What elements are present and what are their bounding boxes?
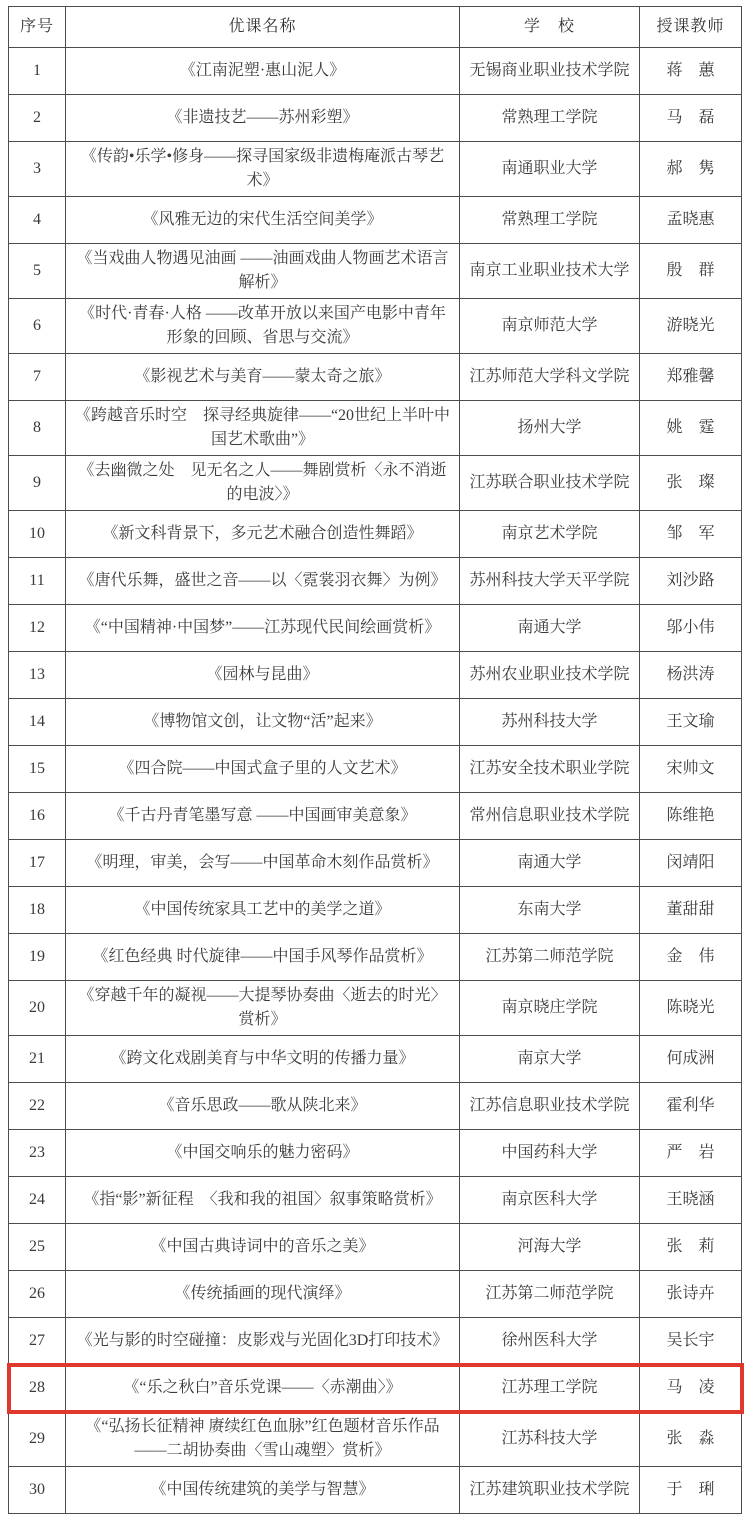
cell-course-name: 《非遗技艺——苏州彩塑》 xyxy=(66,95,460,142)
cell-school: 江苏联合职业技术学院 xyxy=(460,456,640,511)
cell-course-name: 《跨越音乐时空 探寻经典旋律——“20世纪上半叶中国艺术歌曲”》 xyxy=(66,401,460,456)
cell-teacher: 金 伟 xyxy=(640,934,742,981)
table-row xyxy=(9,401,742,456)
cell-course-name: 《当戏曲人物遇见油画 ——油画戏曲人物画艺术语言解析》 xyxy=(66,244,460,299)
cell-index: 22 xyxy=(9,1083,66,1130)
cell-index: 2 xyxy=(9,95,66,142)
cell-school: 南京工业职业技术大学 xyxy=(460,244,640,299)
table-row-highlighted xyxy=(9,1365,742,1412)
table-row xyxy=(9,746,742,793)
cell-school: 徐州医科大学 xyxy=(460,1318,640,1365)
cell-index: 19 xyxy=(9,934,66,981)
cell-teacher: 邬小伟 xyxy=(640,605,742,652)
cell-index: 24 xyxy=(9,1177,66,1224)
cell-teacher: 霍利华 xyxy=(640,1083,742,1130)
cell-index: 17 xyxy=(9,840,66,887)
cell-index: 29 xyxy=(9,1412,66,1467)
table-row xyxy=(9,1083,742,1130)
table-row xyxy=(9,605,742,652)
cell-school: 南通大学 xyxy=(460,840,640,887)
cell-course-name: 《影视艺术与美育——蒙太奇之旅》 xyxy=(66,354,460,401)
cell-course-name: 《江南泥塑·惠山泥人》 xyxy=(66,48,460,95)
header-teacher: 授课教师 xyxy=(640,7,742,48)
cell-teacher: 严 岩 xyxy=(640,1130,742,1177)
table-row xyxy=(9,934,742,981)
cell-index: 6 xyxy=(9,299,66,354)
cell-course-name: 《去幽微之处 见无名之人——舞剧赏析〈永不消逝的电波〉》 xyxy=(66,456,460,511)
cell-teacher: 杨洪涛 xyxy=(640,652,742,699)
cell-school: 中国药科大学 xyxy=(460,1130,640,1177)
cell-course-name: 《穿越千年的凝视——大提琴协奏曲〈逝去的时光〉赏析》 xyxy=(66,981,460,1036)
cell-teacher: 何成洲 xyxy=(640,1036,742,1083)
table-row xyxy=(9,244,742,299)
cell-teacher: 王晓涵 xyxy=(640,1177,742,1224)
cell-school: 扬州大学 xyxy=(460,401,640,456)
cell-school: 东南大学 xyxy=(460,887,640,934)
table-row xyxy=(9,840,742,887)
cell-school: 河海大学 xyxy=(460,1224,640,1271)
cell-index: 13 xyxy=(9,652,66,699)
cell-teacher: 张 璨 xyxy=(640,456,742,511)
table-row xyxy=(9,142,742,197)
cell-teacher: 宋帅文 xyxy=(640,746,742,793)
cell-course-name: 《光与影的时空碰撞：皮影戏与光固化3D打印技术》 xyxy=(66,1318,460,1365)
cell-teacher: 吴长宇 xyxy=(640,1318,742,1365)
cell-school: 苏州科技大学 xyxy=(460,699,640,746)
cell-school: 江苏信息职业技术学院 xyxy=(460,1083,640,1130)
table-header xyxy=(9,7,742,48)
cell-school: 南通大学 xyxy=(460,605,640,652)
cell-school: 常熟理工学院 xyxy=(460,197,640,244)
cell-course-name: 《中国传统建筑的美学与智慧》 xyxy=(66,1467,460,1514)
cell-index: 18 xyxy=(9,887,66,934)
table-row xyxy=(9,1224,742,1271)
table-row xyxy=(9,1177,742,1224)
cell-index: 9 xyxy=(9,456,66,511)
cell-course-name: 《新文科背景下，多元艺术融合创造性舞蹈》 xyxy=(66,511,460,558)
cell-teacher: 张 莉 xyxy=(640,1224,742,1271)
cell-index: 10 xyxy=(9,511,66,558)
cell-index: 3 xyxy=(9,142,66,197)
cell-course-name: 《“中国精神·中国梦”——江苏现代民间绘画赏析》 xyxy=(66,605,460,652)
cell-school: 南京晓庄学院 xyxy=(460,981,640,1036)
table-row xyxy=(9,299,742,354)
table-row xyxy=(9,1036,742,1083)
table-row xyxy=(9,48,742,95)
cell-course-name: 《风雅无边的宋代生活空间美学》 xyxy=(66,197,460,244)
cell-school: 江苏科技大学 xyxy=(460,1412,640,1467)
table-row xyxy=(9,558,742,605)
table-row xyxy=(9,456,742,511)
table-row xyxy=(9,1318,742,1365)
cell-course-name: 《红色经典 时代旋律——中国手风琴作品赏析》 xyxy=(66,934,460,981)
table-row xyxy=(9,1271,742,1318)
header-index: 序号 xyxy=(9,7,66,48)
cell-course-name: 《中国交响乐的魅力密码》 xyxy=(66,1130,460,1177)
cell-index: 16 xyxy=(9,793,66,840)
cell-school: 江苏第二师范学院 xyxy=(460,1271,640,1318)
cell-school: 无锡商业职业技术学院 xyxy=(460,48,640,95)
table-row xyxy=(9,1467,742,1514)
cell-index: 14 xyxy=(9,699,66,746)
cell-index: 25 xyxy=(9,1224,66,1271)
cell-course-name: 《明理，审美，会写——中国革命木刻作品赏析》 xyxy=(66,840,460,887)
course-award-table xyxy=(8,6,742,1514)
cell-teacher: 殷 群 xyxy=(640,244,742,299)
cell-teacher: 孟晓惠 xyxy=(640,197,742,244)
cell-index: 23 xyxy=(9,1130,66,1177)
cell-course-name: 《音乐思政——歌从陕北来》 xyxy=(66,1083,460,1130)
cell-index: 11 xyxy=(9,558,66,605)
cell-school: 南通职业大学 xyxy=(460,142,640,197)
table-row xyxy=(9,793,742,840)
cell-school: 江苏理工学院 xyxy=(460,1365,640,1412)
table-row xyxy=(9,354,742,401)
cell-course-name: 《“乐之秋白”音乐党课——〈赤潮曲〉》 xyxy=(66,1365,460,1412)
cell-school: 常州信息职业技术学院 xyxy=(460,793,640,840)
cell-index: 20 xyxy=(9,981,66,1036)
cell-index: 7 xyxy=(9,354,66,401)
header-school: 学 校 xyxy=(460,7,640,48)
table-row xyxy=(9,652,742,699)
cell-index: 1 xyxy=(9,48,66,95)
cell-index: 8 xyxy=(9,401,66,456)
cell-teacher: 张 淼 xyxy=(640,1412,742,1467)
cell-school: 苏州农业职业技术学院 xyxy=(460,652,640,699)
cell-school: 南京艺术学院 xyxy=(460,511,640,558)
table-row xyxy=(9,1130,742,1177)
cell-school: 江苏第二师范学院 xyxy=(460,934,640,981)
table-row xyxy=(9,95,742,142)
cell-index: 4 xyxy=(9,197,66,244)
cell-index: 12 xyxy=(9,605,66,652)
cell-index: 21 xyxy=(9,1036,66,1083)
table-row xyxy=(9,887,742,934)
cell-school: 江苏师范大学科文学院 xyxy=(460,354,640,401)
table-row xyxy=(9,197,742,244)
cell-school: 江苏建筑职业技术学院 xyxy=(460,1467,640,1514)
table-row xyxy=(9,511,742,558)
cell-school: 南京大学 xyxy=(460,1036,640,1083)
header-course-name: 优课名称 xyxy=(66,7,460,48)
cell-course-name: 《中国古典诗词中的音乐之美》 xyxy=(66,1224,460,1271)
table-row xyxy=(9,981,742,1036)
cell-course-name: 《指“影”新征程 〈我和我的祖国〉叙事策略赏析》 xyxy=(66,1177,460,1224)
cell-teacher: 于 琍 xyxy=(640,1467,742,1514)
cell-school: 南京师范大学 xyxy=(460,299,640,354)
cell-teacher: 姚 霆 xyxy=(640,401,742,456)
cell-teacher: 陈维艳 xyxy=(640,793,742,840)
cell-course-name: 《四合院——中国式盒子里的人文艺术》 xyxy=(66,746,460,793)
table-row xyxy=(9,699,742,746)
cell-teacher: 游晓光 xyxy=(640,299,742,354)
cell-teacher: 马 磊 xyxy=(640,95,742,142)
cell-teacher: 闵靖阳 xyxy=(640,840,742,887)
cell-school: 南京医科大学 xyxy=(460,1177,640,1224)
cell-teacher: 陈晓光 xyxy=(640,981,742,1036)
cell-index: 5 xyxy=(9,244,66,299)
table-row xyxy=(9,1412,742,1467)
header-row xyxy=(9,7,742,48)
cell-teacher: 张诗卉 xyxy=(640,1271,742,1318)
cell-teacher: 刘沙路 xyxy=(640,558,742,605)
cell-teacher: 邹 军 xyxy=(640,511,742,558)
cell-course-name: 《博物馆文创，让文物“活”起来》 xyxy=(66,699,460,746)
cell-index: 26 xyxy=(9,1271,66,1318)
cell-teacher: 马 凌 xyxy=(640,1365,742,1412)
cell-teacher: 王文瑜 xyxy=(640,699,742,746)
cell-teacher: 蒋 蕙 xyxy=(640,48,742,95)
table-body xyxy=(9,48,742,1514)
cell-course-name: 《“弘扬长征精神 赓续红色血脉”红色题材音乐作品——二胡协奏曲〈雪山魂塑〉赏析》 xyxy=(66,1412,460,1467)
cell-index: 28 xyxy=(9,1365,66,1412)
cell-teacher: 董甜甜 xyxy=(640,887,742,934)
cell-school: 常熟理工学院 xyxy=(460,95,640,142)
cell-course-name: 《传韵•乐学•修身——探寻国家级非遗梅庵派古琴艺术》 xyxy=(66,142,460,197)
cell-school: 苏州科技大学天平学院 xyxy=(460,558,640,605)
cell-course-name: 《跨文化戏剧美育与中华文明的传播力量》 xyxy=(66,1036,460,1083)
cell-teacher: 郝 隽 xyxy=(640,142,742,197)
cell-index: 27 xyxy=(9,1318,66,1365)
cell-teacher: 郑雅馨 xyxy=(640,354,742,401)
cell-school: 江苏安全技术职业学院 xyxy=(460,746,640,793)
cell-course-name: 《千古丹青笔墨写意 ——中国画审美意象》 xyxy=(66,793,460,840)
cell-course-name: 《时代·青春·人格 ——改革开放以来国产电影中青年形象的回顾、省思与交流》 xyxy=(66,299,460,354)
cell-course-name: 《中国传统家具工艺中的美学之道》 xyxy=(66,887,460,934)
cell-course-name: 《唐代乐舞，盛世之音——以〈霓裳羽衣舞〉为例》 xyxy=(66,558,460,605)
cell-course-name: 《传统插画的现代演绎》 xyxy=(66,1271,460,1318)
cell-course-name: 《园林与昆曲》 xyxy=(66,652,460,699)
cell-index: 30 xyxy=(9,1467,66,1514)
cell-index: 15 xyxy=(9,746,66,793)
